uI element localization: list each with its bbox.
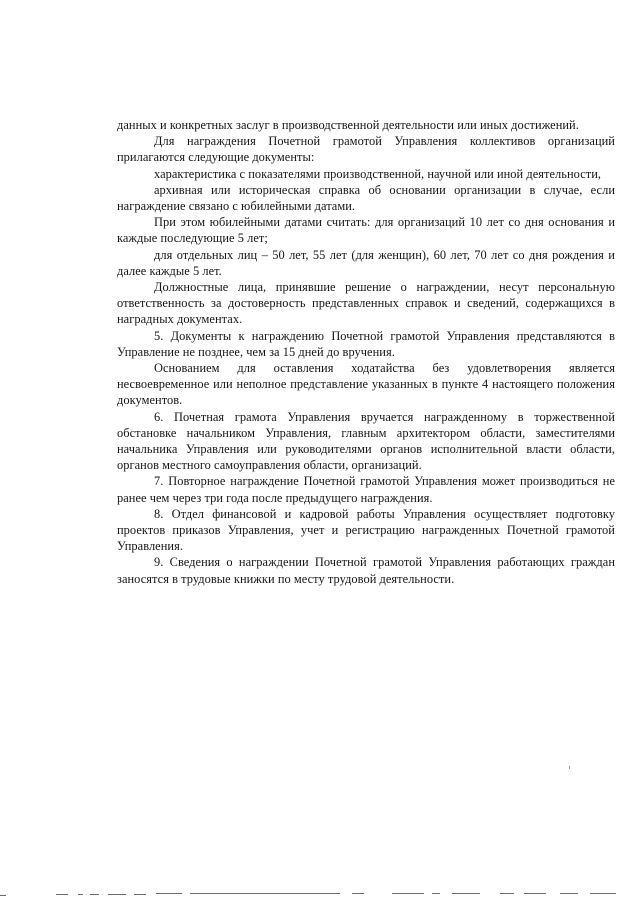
paragraph-rejection-grounds: Основанием для оставления ходатайства без удовлетворения является несвоевременное или неполное представление указанных в пункте 4 настоящего положения документов. (117, 361, 615, 408)
paragraph-officials-responsibility: Должностные лица, принявшие решение о награждении, несут персональную ответственность за достоверность представленных справок и сведений, содержащихся в наградных документах. (117, 280, 615, 327)
paragraph-archive-reference: архивная или историческая справка об основании организации в случае, если награждение связано с юбилейными датами. (117, 182, 615, 214)
edge-dash (56, 894, 68, 895)
paragraph-item-5: 5. Документы к награждению Почетной грамотой Управления представляются в Управление не позднее, чем за 15 дней до вручения. (117, 328, 615, 359)
edge-dash (156, 893, 182, 894)
paragraph-item-9: 9. Сведения о награждении Почетной грамотой Управления работающих граждан заносятся в трудовые книжки по месту трудовой деятельности. (117, 555, 615, 586)
edge-dash (352, 893, 364, 894)
edge-dash (500, 893, 514, 894)
edge-dash (560, 893, 578, 894)
paragraph-continuation: данных и конкретных заслуг в производственной деятельности или иных достижений. (117, 118, 579, 132)
paragraph-item-8: 8. Отдел финансовой и кадровой работы Управления осуществляет подготовку проектов приказов Управления, учет и регистрацию награжденных Почетной грамотой Управления. (117, 506, 615, 554)
paragraph-anniversary-persons: для отдельных лиц – 50 лет, 55 лет (для женщин), 60 лет, 70 лет со дня рождения и далее каждые 5 лет. (117, 247, 615, 278)
scan-bottom-edge (0, 888, 640, 905)
edge-dash (90, 894, 99, 895)
paragraph-anniversary-organizations: При этом юбилейными датами считать: для организаций 10 лет со дня основания и каждые последующие 5 лет; (117, 215, 615, 246)
document-body (117, 117, 615, 587)
paragraph-item-7: 7. Повторное награждение Почетной грамотой Управления может производиться не ранее чем через три года после предыдущего награждения. (117, 474, 615, 505)
edge-dash (432, 893, 440, 894)
edge-dash (108, 894, 126, 895)
edge-dash (452, 893, 480, 894)
scan-speck (569, 766, 570, 769)
edge-dash (392, 893, 424, 894)
edge-dash (0, 895, 6, 896)
edge-dash (524, 893, 546, 894)
paragraph-item-6: 6. Почетная грамота Управления вручается награжденному в торжественной обстановке начальником Управления, главным архитектором области, заместителями начальника Управления или руководителями органов исполнительной власти области, органов местного самоуправления области, организаций. (117, 409, 615, 473)
paragraph-characteristic: характеристика с показателями производственной, научной или иной деятельности, (154, 166, 602, 181)
edge-dash (134, 894, 146, 895)
paragraph-collective-award-documents: Для награждения Почетной грамотой Управления коллективов организаций прилагаются следующие документы: (117, 134, 615, 165)
edge-dash (190, 893, 340, 894)
edge-dash (78, 894, 83, 895)
edge-dash (590, 893, 616, 894)
